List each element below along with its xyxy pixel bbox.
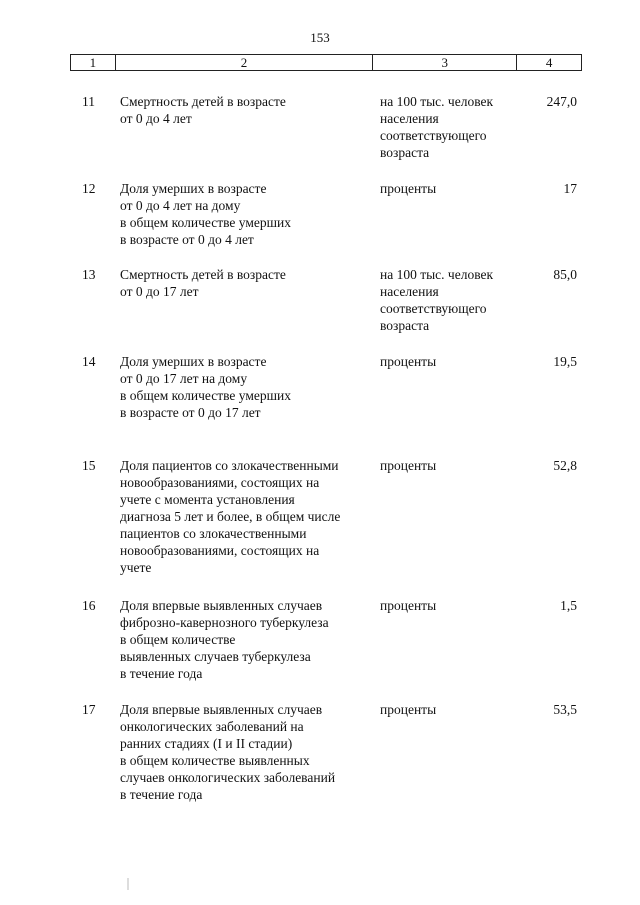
indicator-name: Доля умерших в возрасте от 0 до 17 лет на дому в общем количестве умерших в возрасте от 0 до 17 лет xyxy=(120,354,291,420)
page-number: 153 xyxy=(310,30,330,45)
indicator-value: 52,8 xyxy=(553,458,577,473)
indicator-value: 1,5 xyxy=(560,598,577,613)
indicator-value: 85,0 xyxy=(553,267,577,282)
indicator-unit: проценты xyxy=(380,458,437,473)
indicator-name: Доля умерших в возрасте от 0 до 4 лет на дому в общем количестве умерших в возрасте от 0 до 4 лет xyxy=(120,181,291,247)
row-number: 17 xyxy=(82,702,96,717)
indicator-value: 53,5 xyxy=(553,702,577,717)
row-number: 13 xyxy=(82,267,96,282)
indicator-value: 17 xyxy=(563,181,577,196)
row-number: 14 xyxy=(82,354,96,369)
indicator-name: Доля впервые выявленных случаев фиброзно-кавернозного туберкулеза в общем количестве выявленных случаев туберкулеза в течение года xyxy=(120,598,329,681)
indicator-unit: проценты xyxy=(380,354,437,369)
row-number: 15 xyxy=(82,458,96,473)
indicator-unit: на 100 тыс. человек населения соответствующего возраста xyxy=(380,94,494,160)
header-col-4: 4 xyxy=(517,55,582,71)
indicator-name: Доля пациентов со злокачественными новообразованиями, состоящих на учете с момента установления диагноза 5 лет и более, в общем числе пациентов со злокачественными новообразованиями, состоящих на учете xyxy=(120,458,341,575)
indicator-name: Смертность детей в возрасте от 0 до 4 лет xyxy=(120,94,286,126)
table-header xyxy=(70,54,582,71)
indicator-value: 19,5 xyxy=(553,354,577,369)
indicator-name: Доля впервые выявленных случаев онкологических заболеваний на ранних стадиях (I и II стадии) в общем количестве выявленных случаев онкологических заболеваний в течение года xyxy=(120,702,336,802)
row-number: 16 xyxy=(82,598,96,613)
header-col-2: 2 xyxy=(115,55,372,71)
row-number: 12 xyxy=(82,181,96,196)
header-col-1: 1 xyxy=(71,55,116,71)
indicator-value: 247,0 xyxy=(546,94,577,109)
row-number: 11 xyxy=(82,94,95,109)
indicator-name: Смертность детей в возрасте от 0 до 17 лет xyxy=(120,267,286,299)
scan-artifact xyxy=(127,878,129,890)
indicator-unit: проценты xyxy=(380,181,437,196)
indicator-unit: проценты xyxy=(380,598,437,613)
indicator-unit: на 100 тыс. человек населения соответствующего возраста xyxy=(380,267,494,333)
header-col-3: 3 xyxy=(373,55,517,71)
indicator-unit: проценты xyxy=(380,702,437,717)
